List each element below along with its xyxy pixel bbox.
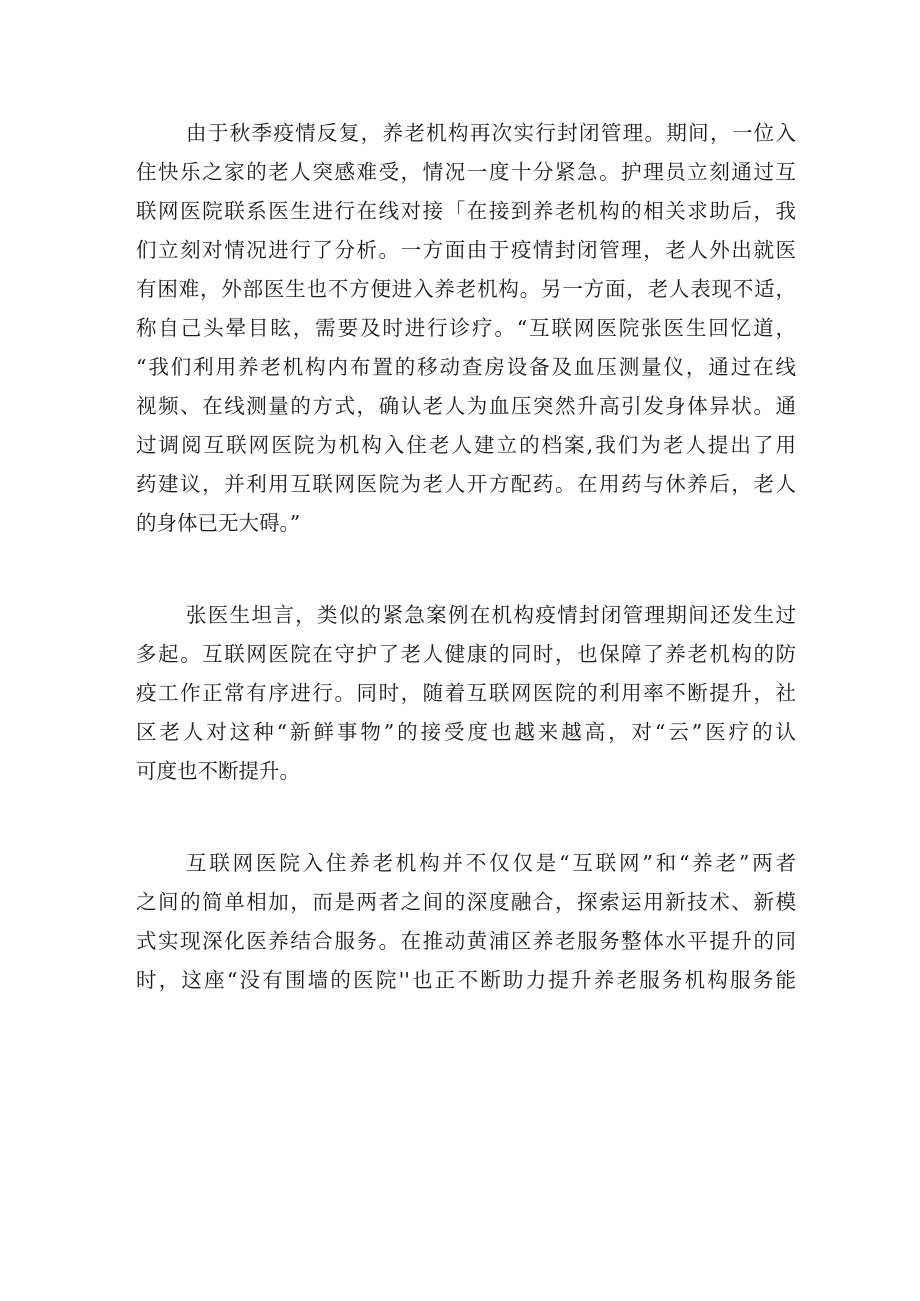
- paragraph-2-line-3: 疫工作正常有序进行。同时，随着互联网医院的利用率不断提升，社: [136, 681, 796, 705]
- paragraph-2-line-4: 区老人对这种“新鲜事物”的接受度也越来越高，对“云”医疗的认: [136, 720, 796, 744]
- paragraph-1-line-2: 住快乐之家的老人突感难受，情况一度十分紧急。护理员立刻通过互: [136, 160, 796, 184]
- paragraph-1-line-10: 药建议，并利用互联网医院为老人开方配药。在用药与休养后，老人: [136, 472, 796, 496]
- paragraph-1-line-9: 过调阅互联网医院为机构入住老人建立的档案,我们为老人提出了用: [136, 433, 796, 457]
- paragraph-3-line-2: 之间的简单相加，而是两者之间的深度融合，探索运用新技术、新模: [136, 890, 796, 914]
- paragraph-1-line-11: 的身体已无大碍。”: [136, 511, 301, 535]
- paragraph-2-line-5: 可度也不断提升。: [136, 759, 300, 783]
- paragraph-1-line-6: 称自己头晕目眩，需要及时进行诊疗。“互联网医院张医生回忆道，: [136, 316, 796, 340]
- paragraph-1-line-7: “我们利用养老机构内布置的移动查房设备及血压测量仪，通过在线: [136, 355, 796, 379]
- paragraph-1-line-5: 有困难，外部医生也不方便进入养老机构。另一方面，老人表现不适，: [136, 277, 796, 301]
- paragraph-2-line-2: 多起。互联网医院在守护了老人健康的同时，也保障了养老机构的防: [136, 642, 796, 666]
- paragraph-3-line-1: 互联网医院入住养老机构并不仅仅是“互联网”和“养老”两者: [186, 851, 796, 875]
- paragraph-2-line-1: 张医生坦言，类似的紧急案例在机构疫情封闭管理期间还发生过: [186, 603, 796, 627]
- paragraph-1-line-4: 们立刻对情况进行了分析。一方面由于疫情封闭管理，老人外出就医: [136, 238, 796, 262]
- paragraph-1-line-3: 联网医院联系医生进行在线对接「在接到养老机构的相关求助后，我: [136, 199, 796, 223]
- paragraph-3-line-4: 时，这座“没有围墙的医院''也正不断助力提升养老服务机构服务能: [136, 968, 796, 992]
- paragraph-3-line-3: 式实现深化医养结合服务。在推动黄浦区养老服务整体水平提升的同: [136, 929, 796, 953]
- paragraph-1-line-8: 视频、在线测量的方式，确认老人为血压突然升高引发身体异状。通: [136, 394, 796, 418]
- paragraph-1-line-1: 由于秋季疫情反复，养老机构再次实行封闭管理。期间，一位入: [186, 121, 796, 145]
